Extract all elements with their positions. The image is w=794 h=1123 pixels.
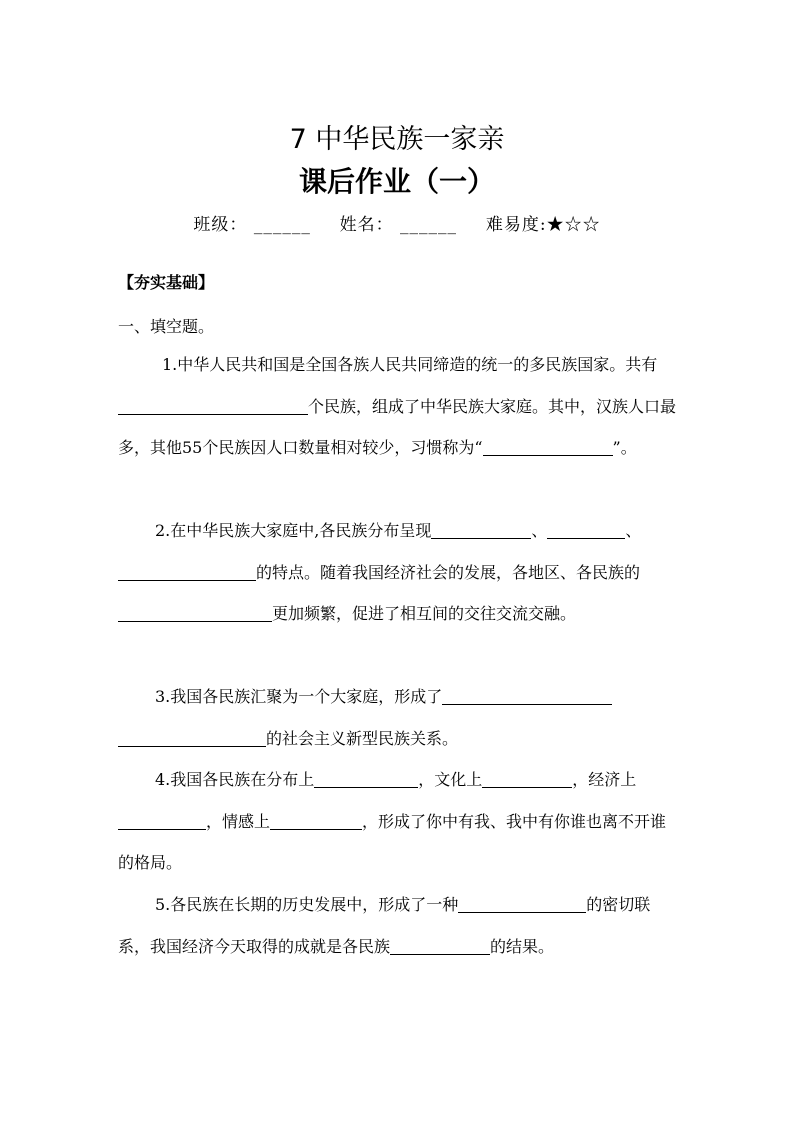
q2-blank-1	[431, 520, 531, 539]
q2-blank-2	[547, 520, 625, 539]
q2-text-4: 的特点。随着我国经济社会的发展，各地区、各民族的	[256, 562, 641, 582]
question-4	[118, 759, 678, 884]
q4-blank-2	[482, 769, 572, 788]
q5-blank-2	[390, 936, 490, 955]
q4-text-4: ，情感上	[206, 811, 271, 831]
q3-blank-1a	[442, 686, 612, 705]
q1-text-1: 1.中华人民共和国是全国各族人民共同缔造的统一的多民族国家。共有	[162, 355, 658, 374]
q4-text-1: 4.我国各民族在分布上	[155, 770, 315, 789]
name-blank: ______	[400, 215, 458, 235]
q1-text-2: 个民族，组成了中华民族大家庭。其中，汉族人口最多，其他55个民族因人口数量相对较少，习惯称为“	[118, 396, 677, 457]
question-5	[118, 884, 678, 967]
q2-blank-4	[118, 603, 272, 622]
question-1	[118, 344, 678, 469]
q5-text-3: 的结果。	[490, 936, 555, 956]
name-label: 姓名：	[339, 215, 394, 235]
q4-blank-3	[118, 811, 206, 830]
section-title: 【夯实基础】	[118, 273, 215, 292]
class-blank: ______	[253, 215, 311, 235]
question-type-heading: 一、填空题。	[118, 317, 215, 336]
q3-text-1: 3.我国各民族汇聚为一个大家庭，形成了	[155, 687, 443, 706]
q3-text-2: 的社会主义新型民族关系。	[266, 728, 459, 748]
page-subtitle: 课后作业（一）	[298, 165, 495, 198]
question-3	[118, 676, 678, 759]
q2-text-5: 更加频繁，促进了相互间的交往交流交融。	[272, 604, 577, 623]
q1-text-3: ”。	[612, 438, 637, 457]
q2-text-2: 、	[531, 521, 548, 540]
q5-blank-1	[458, 894, 586, 913]
page-title: 7 中华民族一家亲	[289, 124, 505, 155]
q2-text-3: 、	[625, 521, 642, 540]
difficulty-stars: ★☆☆	[546, 215, 601, 235]
q1-blank-1	[118, 396, 308, 415]
q4-blank-4	[270, 811, 362, 830]
q2-blank-3	[118, 562, 256, 581]
q5-text-2: 的密切联系，我国经济今天取得的成就是各民族	[118, 895, 651, 956]
q4-text-2: ，文化上	[418, 770, 483, 789]
q4-text-3: ，经济上	[572, 770, 637, 789]
class-label: 班级：	[193, 215, 248, 235]
question-2	[118, 510, 678, 635]
q5-text-1: 5.各民族在长期的历史发展中，形成了一种	[155, 895, 459, 914]
q3-blank-1b	[118, 728, 266, 747]
q4-text-5: ，形成了你中有我、我中有你谁也离不开谁的格局。	[118, 811, 667, 872]
q4-blank-1	[314, 769, 418, 788]
q2-text-1: 2.在中华民族大家庭中,各民族分布呈现	[155, 521, 432, 540]
difficulty-label: 难易度:	[485, 215, 547, 235]
student-info-line	[0, 212, 794, 238]
q1-blank-2	[483, 437, 613, 456]
